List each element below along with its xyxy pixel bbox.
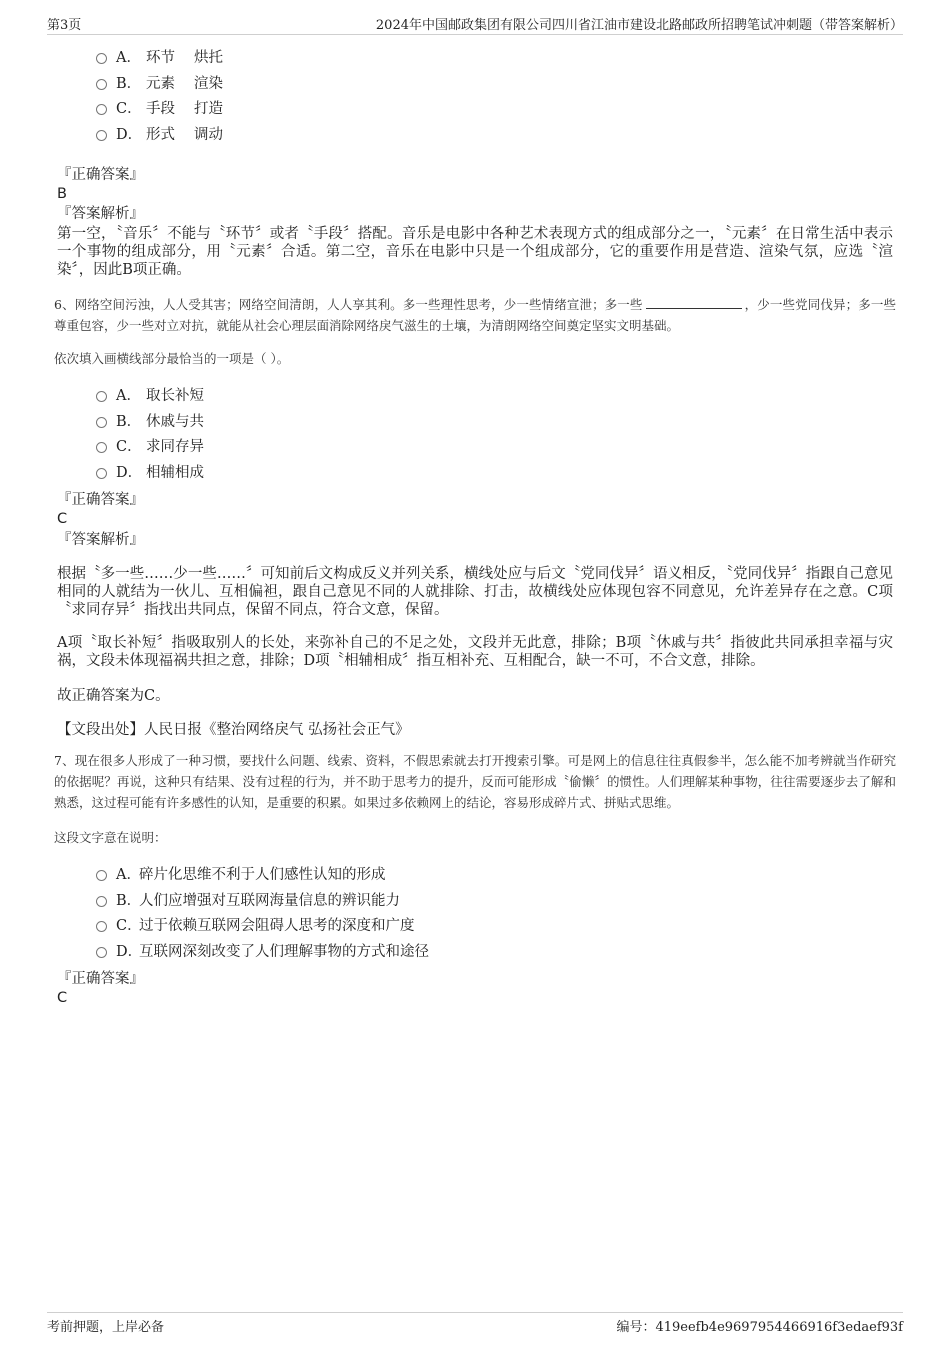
q6-options (96, 382, 204, 484)
q7-options (96, 861, 429, 963)
q7-option-c[interactable]: C． 过于依赖互联网会阻碍人思考的深度和广度 (96, 912, 429, 938)
q7-option-d[interactable]: D． 互联网深刻改变了人们理解事物的方式和途径 (96, 938, 429, 964)
radio-icon[interactable] (96, 79, 107, 90)
q5-option-b[interactable]: B． 元素 渲染 (96, 70, 223, 96)
radio-icon[interactable] (96, 442, 107, 453)
q5-answer-label: 『正确答案』 (57, 167, 144, 183)
q5-option-c[interactable]: C． 手段 打造 (96, 95, 223, 121)
radio-icon[interactable] (96, 468, 107, 479)
footer-slogan: 考前押题，上岸必备 (47, 1320, 165, 1335)
radio-icon[interactable] (96, 104, 107, 115)
q6-answer: C (57, 511, 68, 527)
q6-option-d[interactable]: D． 相辅相成 (96, 459, 204, 485)
q6-source: 【文段出处】人民日报《整治网络戾气 弘扬社会正气》 (57, 722, 410, 738)
radio-icon[interactable] (96, 947, 107, 958)
q6-stem: 6、网络空间污浊，人人受其害；网络空间清朗，人人享其利。多一些理性思考，少一些情绪宣泄；多一些 ，少一些党同伐异；多一些尊重包容，少一些对立对抗，就能从社会心理层面消除网络戾气滋生的土壤，为清朗网络空间奠定坚实文明基础。 (54, 297, 896, 333)
q6-analysis-paragraph-2: A项〝取长补短〞指吸取别人的长处，来弥补自己的不足之处，文段并无此意，排除；B项〝休戚与共〞指彼此共同承担幸福与灾祸，文段未体现福祸共担之意，排除；D项〝相辅相成〞指互相补充、互相配合，缺一不可，不合文意，排除。 (57, 635, 893, 669)
q7-answer-label: 『正确答案』 (57, 971, 144, 987)
q6-prompt: 依次填入画横线部分最恰当的一项是（ ）。 (54, 351, 290, 366)
radio-icon[interactable] (96, 870, 107, 881)
q7-option-a[interactable]: A． 碎片化思维不利于人们感性认知的形成 (96, 861, 429, 887)
radio-icon[interactable] (96, 130, 107, 141)
q5-option-d[interactable]: D． 形式 调动 (96, 121, 223, 147)
document-title: 2024年中国邮政集团有限公司四川省江油市建设北路邮政所招聘笔试冲刺题（带答案解析） (375, 18, 903, 33)
page-number: 第3页 (47, 18, 82, 33)
radio-icon[interactable] (96, 417, 107, 428)
q6-option-a[interactable]: A． 取长补短 (96, 382, 204, 408)
q7-option-b[interactable]: B． 人们应增强对互联网海量信息的辨识能力 (96, 887, 429, 913)
q6-analysis-paragraph-3: 故正确答案为C。 (57, 688, 170, 704)
radio-icon[interactable] (96, 53, 107, 64)
q7-stem: 7、现在很多人形成了一种习惯，要找什么问题、线索、资料，不假思索就去打开搜索引擎。可是网上的信息往往真假参半，怎么能不加考辨就当作研究的依据呢？再说，这种只有结果、没有过程的行为，并不助于思考力的提升，反而可能形成〝偷懒〞的惯性。人们理解某种事物，往往需要逐步去了解和熟悉，这过程可能有许多感性的认知，是重要的积累。如果过多依赖网上的结论，容易形成碎片式、拼贴式思维。 (54, 753, 896, 810)
document-code: 编号：419eefb4e9697954466916f3edaef93f (616, 1320, 903, 1335)
q6-option-c[interactable]: C． 求同存异 (96, 433, 204, 459)
q5-option-a[interactable]: A． 环节 烘托 (96, 44, 223, 70)
q7-prompt: 这段文字意在说明： (54, 830, 167, 845)
q6-answer-label: 『正确答案』 (57, 492, 144, 508)
radio-icon[interactable] (96, 391, 107, 402)
q7-answer: C (57, 990, 68, 1006)
radio-icon[interactable] (96, 921, 107, 932)
q5-options (96, 44, 223, 146)
q5-answer: B (57, 186, 67, 202)
q5-analysis-label: 『答案解析』 (57, 206, 144, 222)
q6-analysis-paragraph-1: 根据〝多一些……少一些……〞可知前后文构成反义并列关系，横线处应与后文〝党同伐异〞语义相反，〝党同伐异〞指跟自己意见相同的人就结为一伙儿、互相偏袒，跟自己意见不同的人就排除、打击，故横线处应体现包容不同意见，允许差异存在之意。C项〝求同存异〞指找出共同点，保留不同点，符合文意，保留。 (57, 566, 893, 618)
page-footer (47, 1312, 903, 1337)
q6-option-b[interactable]: B． 休戚与共 (96, 408, 204, 434)
q5-analysis: 第一空，〝音乐〞不能与〝环节〞或者〝手段〞搭配。音乐是电影中各种艺术表现方式的组成部分之一，〝元素〞在日常生活中表示一个事物的组成部分，用〝元素〞合适。第二空，音乐在电影中只是一个组成部分，它的重要作用是营造、渲染气氛，应选〝渲染〞，因此B项正确。 (57, 226, 893, 278)
q6-analysis-label: 『答案解析』 (57, 532, 144, 548)
page-header (47, 12, 903, 35)
fill-blank (646, 296, 742, 309)
radio-icon[interactable] (96, 896, 107, 907)
